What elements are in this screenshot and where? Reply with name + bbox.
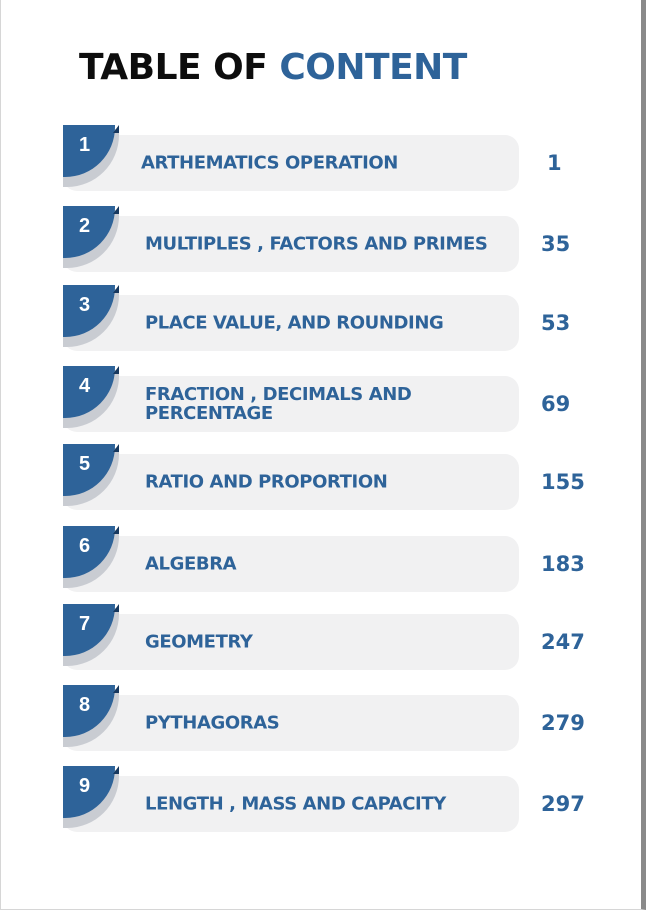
- tab-corner-triangle: [113, 285, 119, 293]
- entry-label: MULTIPLES , FACTORS AND PRIMES: [145, 233, 488, 255]
- tab-corner-triangle: [113, 366, 119, 374]
- entry-page-number: 53: [541, 311, 571, 335]
- tab-corner-triangle: [113, 444, 119, 452]
- entry-number: 5: [79, 453, 91, 475]
- entry-label: LENGTH , MASS AND CAPACITY: [145, 793, 446, 815]
- toc-entry[interactable]: [63, 685, 603, 755]
- toc-entry[interactable]: [63, 125, 603, 195]
- tab-corner-triangle: [113, 125, 119, 133]
- entry-label: FRACTION , DECIMALS AND PERCENTAGE: [145, 384, 412, 424]
- entry-page-number: 155: [541, 470, 585, 494]
- entry-number: 3: [79, 294, 91, 316]
- toc-entry[interactable]: [63, 285, 603, 355]
- entry-number: 9: [79, 775, 91, 797]
- entry-label: ARTHEMATICS OPERATION: [141, 152, 398, 174]
- entry-page-number: 35: [541, 232, 571, 256]
- entry-number: 2: [79, 215, 91, 237]
- entry-page-number: 69: [541, 392, 571, 416]
- entry-number: 4: [79, 375, 91, 397]
- toc-entry[interactable]: [63, 766, 603, 836]
- entry-page-number: 1: [547, 151, 562, 175]
- toc-entry[interactable]: [63, 444, 603, 514]
- entry-label: PLACE VALUE, AND ROUNDING: [145, 312, 444, 334]
- toc-entry[interactable]: [63, 604, 603, 674]
- entry-label: RATIO AND PROPORTION: [145, 471, 388, 493]
- entry-number: 7: [79, 613, 91, 635]
- tab-corner-triangle: [113, 685, 119, 693]
- toc-entry[interactable]: [63, 366, 603, 436]
- title-part-dark: TABLE OF: [79, 47, 268, 88]
- title-part-accent: CONTENT: [279, 47, 467, 88]
- tab-corner-triangle: [113, 526, 119, 534]
- entry-page-number: 297: [541, 792, 585, 816]
- entry-number: 1: [79, 134, 91, 156]
- tab-corner-triangle: [113, 766, 119, 774]
- entry-number: 6: [79, 535, 91, 557]
- entry-page-number: 183: [541, 552, 585, 576]
- entry-number: 8: [79, 694, 91, 716]
- entry-page-number: 279: [541, 711, 585, 735]
- entry-label: PYTHAGORAS: [145, 712, 280, 734]
- toc-list: [1, 0, 641, 909]
- tab-corner-triangle: [113, 604, 119, 612]
- toc-entry[interactable]: [63, 526, 603, 596]
- toc-entry[interactable]: [63, 206, 603, 276]
- entry-page-number: 247: [541, 630, 585, 654]
- tab-corner-triangle: [113, 206, 119, 214]
- entry-label: GEOMETRY: [145, 631, 253, 653]
- entry-label: ALGEBRA: [145, 553, 237, 575]
